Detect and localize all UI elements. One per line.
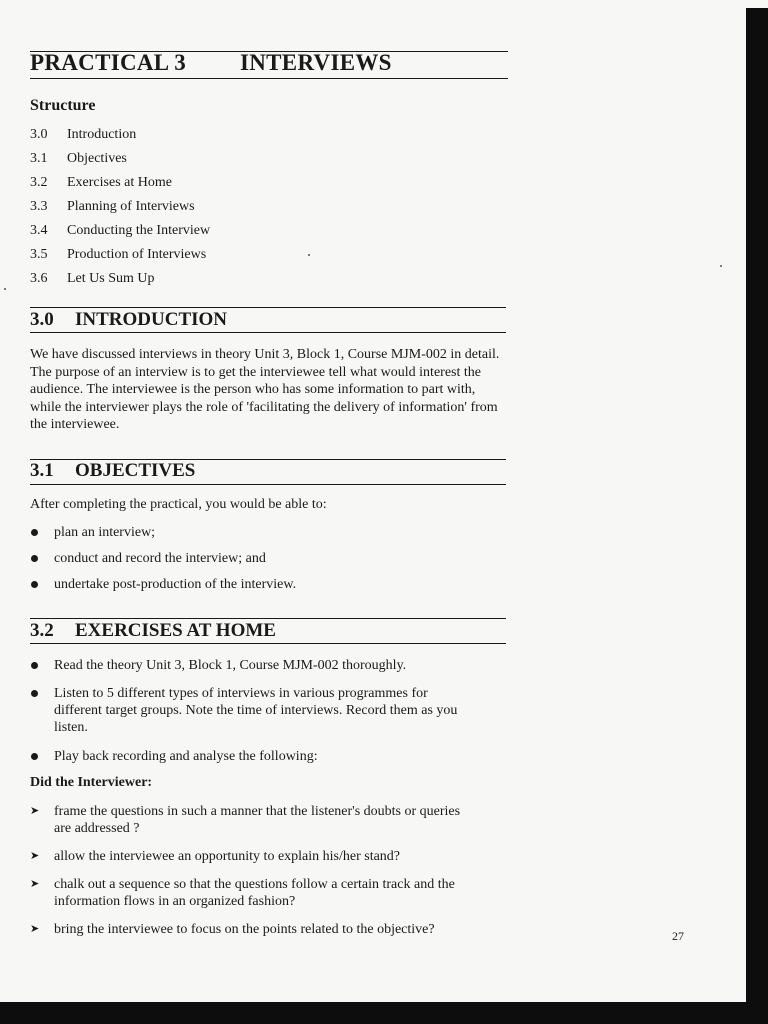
checklist-item: ➤ chalk out a sequence so that the questions follow a certain track and the information flows in an organized fashion? (30, 877, 455, 909)
objective-bullet: plan an interview; (30, 524, 500, 541)
practical-number: PRACTICAL 3 (30, 50, 187, 75)
section-heading-objectives: 3.1 OBJECTIVES (30, 460, 196, 481)
section-rule-bottom (30, 643, 506, 644)
introduction-paragraph: We have discussed interviews in theory Unit 3, Block 1, Course MJM-002 in detail. The purpose of an interview is to get the interviewee tell what would interest the audience. The interviewee is the person who has some information to part with, while the interviewer plays the role of 'facilitating the delivery of information' from the interviewee. (30, 347, 500, 432)
checklist-item: ➤ allow the interviewee an opportunity to explain his/her stand? (30, 849, 401, 864)
arrowhead-icon: ➤ (30, 850, 40, 862)
arrowhead-icon: ➤ (30, 878, 40, 890)
objective-bullet: undertake post-production of the interview. (30, 576, 500, 593)
section-heading-introduction: 3.0 INTRODUCTION (30, 309, 228, 330)
practical-title: INTERVIEWS (240, 50, 392, 75)
title-rule-bottom (30, 78, 508, 79)
section-rule-top (30, 618, 506, 619)
toc-item: 3.1 Objectives (30, 151, 127, 166)
bullet-icon (31, 529, 38, 536)
toc-item: 3.6 Let Us Sum Up (30, 271, 155, 286)
scan-edge-right (746, 8, 768, 1024)
interviewer-subheading: Did the Interviewer: (30, 775, 153, 790)
scan-speck (308, 254, 310, 256)
bullet-icon (31, 581, 38, 588)
toc-item: 3.4 Conducting the Interview (30, 223, 211, 238)
exercise-bullet: Read the theory Unit 3, Block 1, Course MJM-002 thoroughly. (30, 657, 500, 674)
checklist-item: ➤ frame the questions in such a manner that the listener's doubts or queries are addressed ? (30, 804, 461, 836)
page-title (30, 50, 392, 76)
arrowhead-icon: ➤ (30, 805, 40, 817)
scan-speck (720, 265, 722, 267)
arrowhead-icon: ➤ (30, 923, 40, 935)
checklist-item: ➤ bring the interviewee to focus on the points related to the objective? (30, 922, 435, 937)
section-rule-bottom (30, 484, 506, 485)
toc-item: 3.2 Exercises at Home (30, 175, 172, 190)
exercise-bullet: Listen to 5 different types of interviews in various programmes for different target groups. Note the time of interviews. Record them as you listen. (30, 685, 460, 736)
section-rule-bottom (30, 332, 506, 333)
bullet-icon (31, 753, 38, 760)
scan-edge-bottom (0, 1002, 768, 1024)
toc-item: 3.5 Production of Interviews (30, 247, 207, 262)
structure-heading: Structure (30, 97, 96, 114)
objectives-lead: After completing the practical, you would be able to: (30, 497, 327, 512)
bullet-icon (31, 662, 38, 669)
toc-item: 3.0 Introduction (30, 127, 137, 142)
bullet-icon (31, 690, 38, 697)
toc-item: 3.3 Planning of Interviews (30, 199, 195, 214)
bullet-icon (31, 555, 38, 562)
section-heading-exercises: 3.2 EXERCISES AT HOME (30, 620, 276, 641)
objective-bullet: conduct and record the interview; and (30, 550, 500, 567)
scan-speck (4, 288, 6, 290)
page-number: 27 (672, 929, 684, 943)
section-rule-top (30, 307, 506, 308)
exercise-bullet: Play back recording and analyse the following: (30, 748, 500, 765)
